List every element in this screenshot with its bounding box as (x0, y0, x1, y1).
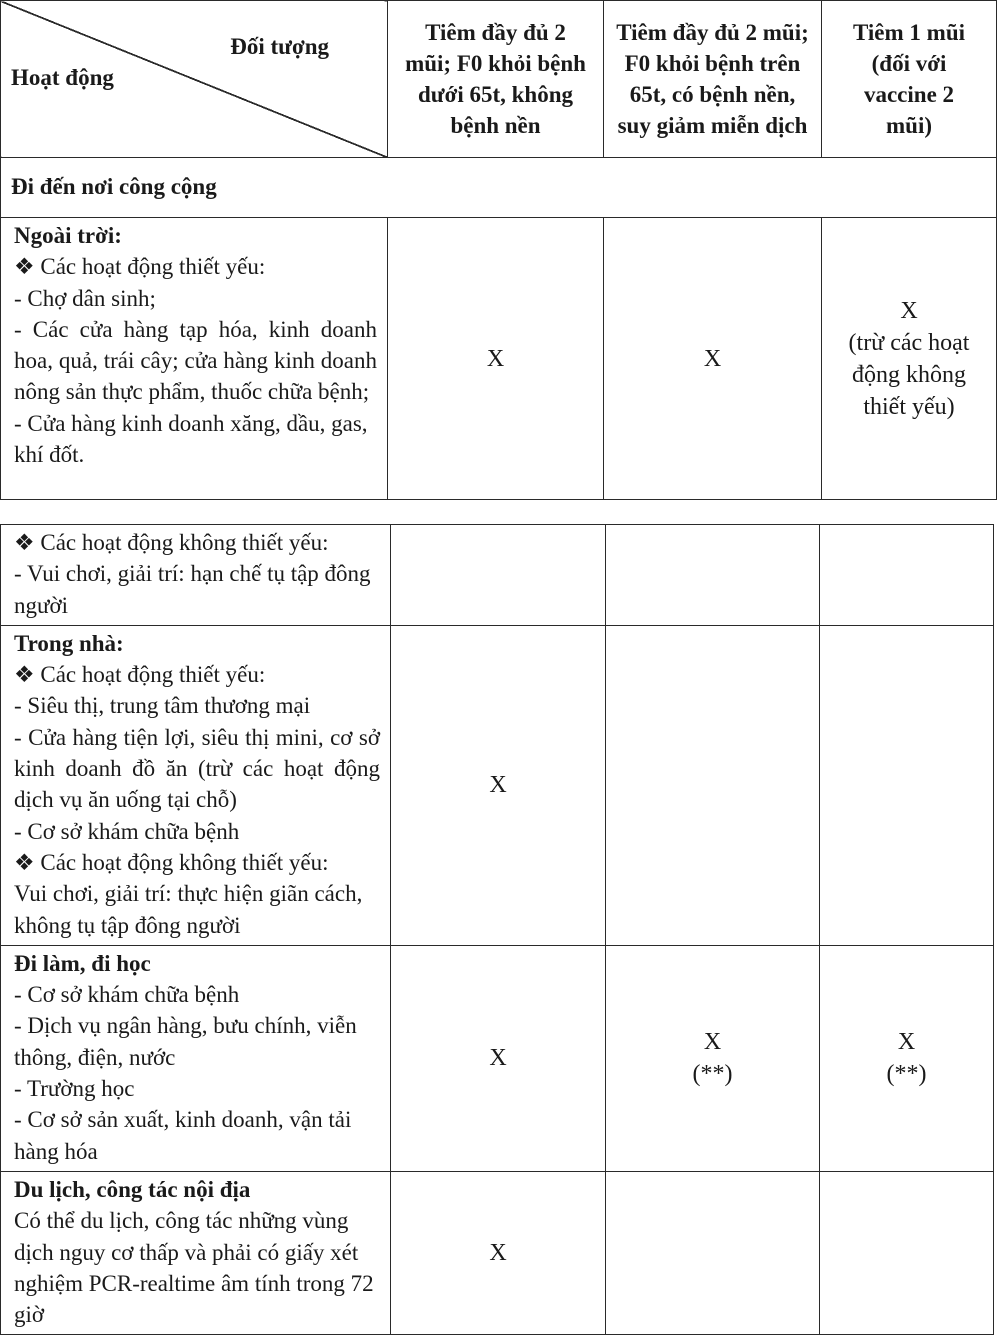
empty-cell (820, 625, 994, 945)
table-row-outdoor (1, 218, 997, 500)
list-item: ❖ Các hoạt động thiết yếu: (14, 662, 266, 688)
section-title: Đi đến nơi công cộng (1, 158, 997, 218)
row-title: Ngoài trời: (14, 223, 122, 248)
mark-cell: X (391, 945, 606, 1171)
list-item: - Cơ sở khám chữa bệnh (14, 818, 240, 844)
list-item: - Các cửa hàng tạp hóa, kinh doanh hoa, quả, trái cây; cửa hàng kinh doanh nông sản thực phẩm, thuốc chữa bệnh; (14, 316, 377, 405)
activity-cell-outdoor (1, 218, 388, 500)
list-item: Vui chơi, giải trí: thực hiện giãn cách, không tụ tập đông người (14, 881, 363, 938)
list-item: - Chợ dân sinh; (14, 285, 156, 311)
column-header-full-dose-under65: Tiêm đầy đủ 2 mũi; F0 khỏi bệnh dưới 65t, không bệnh nền (388, 1, 604, 158)
list-item: - Vui chơi, giải trí: hạn chế tụ tập đông người (14, 561, 371, 618)
mark: X (897, 1029, 916, 1056)
mark-cell: X (388, 218, 604, 500)
mark-cell: X (391, 625, 606, 945)
mark-cell (606, 945, 820, 1171)
list-item: - Trường học (14, 1076, 135, 1102)
table-row-travel (1, 1171, 994, 1334)
mark-cell (820, 945, 994, 1171)
mark: X (900, 297, 918, 324)
column-header-one-dose: Tiêm 1 mũi (đối với vaccine 2 mũi) (822, 1, 997, 158)
table-row-outdoor-nonessential (1, 525, 994, 626)
table-row-indoor (1, 625, 994, 945)
list-item: - Cửa hàng kinh doanh xăng, dầu, gas, khí đốt. (14, 410, 368, 468)
header-row (1, 1, 997, 158)
mark: X (703, 1029, 722, 1056)
page-break-gap (0, 500, 1000, 524)
activity-cell-travel (1, 1171, 391, 1334)
section-row (1, 158, 997, 218)
list-item: ❖ Các hoạt động không thiết yếu: (14, 530, 329, 555)
mark-note: (**) (692, 1061, 733, 1088)
list-item: ❖ Các hoạt động thiết yếu: (14, 254, 266, 280)
list-item: - Cơ sở khám chữa bệnh (14, 982, 240, 1008)
empty-cell (606, 525, 820, 626)
rules-table-top (0, 0, 997, 500)
row-title: Du lịch, công tác nội địa (14, 1176, 251, 1202)
list-item: ❖ Các hoạt động không thiết yếu: (14, 849, 329, 875)
empty-cell (391, 525, 606, 626)
empty-cell (820, 525, 994, 626)
mark-cell (822, 218, 997, 500)
corner-label-subject: Đối tượng (230, 34, 329, 59)
mark-note: (trừ các hoạt động không thiết yếu) (848, 329, 970, 420)
list-item: - Dịch vụ ngân hàng, bưu chính, viễn thông, điện, nước (14, 1013, 357, 1070)
empty-cell (820, 1171, 994, 1334)
rules-table-bottom (0, 524, 994, 1335)
list-item: - Cửa hàng tiện lợi, siêu thị mini, cơ sở kinh doanh đồ ăn (trừ các hoạt động dịch vụ ăn uống tại chỗ) (14, 724, 380, 813)
list-item: Có thể du lịch, công tác những vùng dịch nguy cơ thấp và phải có giấy xét nghiệm PCR-realtime âm tính trong 72 giờ (14, 1208, 374, 1328)
activity-cell-outdoor-nonessential (1, 525, 391, 626)
empty-cell (606, 625, 820, 945)
corner-label-activity: Hoạt động (11, 65, 114, 90)
list-item: - Cơ sở sản xuất, kinh doanh, vận tải hàng hóa (14, 1107, 352, 1164)
list-item: - Siêu thị, trung tâm thương mại (14, 693, 311, 719)
row-title: Đi làm, đi học (14, 950, 151, 976)
activity-cell-work-school (1, 945, 391, 1171)
table-row-work-school (1, 945, 994, 1171)
mark-cell: X (604, 218, 822, 500)
empty-cell (606, 1171, 820, 1334)
row-title: Trong nhà: (14, 630, 124, 656)
corner-header-cell (1, 1, 388, 158)
mark-note: (**) (886, 1061, 927, 1088)
activity-cell-indoor (1, 625, 391, 945)
column-header-full-dose-over65: Tiêm đầy đủ 2 mũi; F0 khỏi bệnh trên 65t, có bệnh nền, suy giảm miễn dịch (604, 1, 822, 158)
mark-cell: X (391, 1171, 606, 1334)
